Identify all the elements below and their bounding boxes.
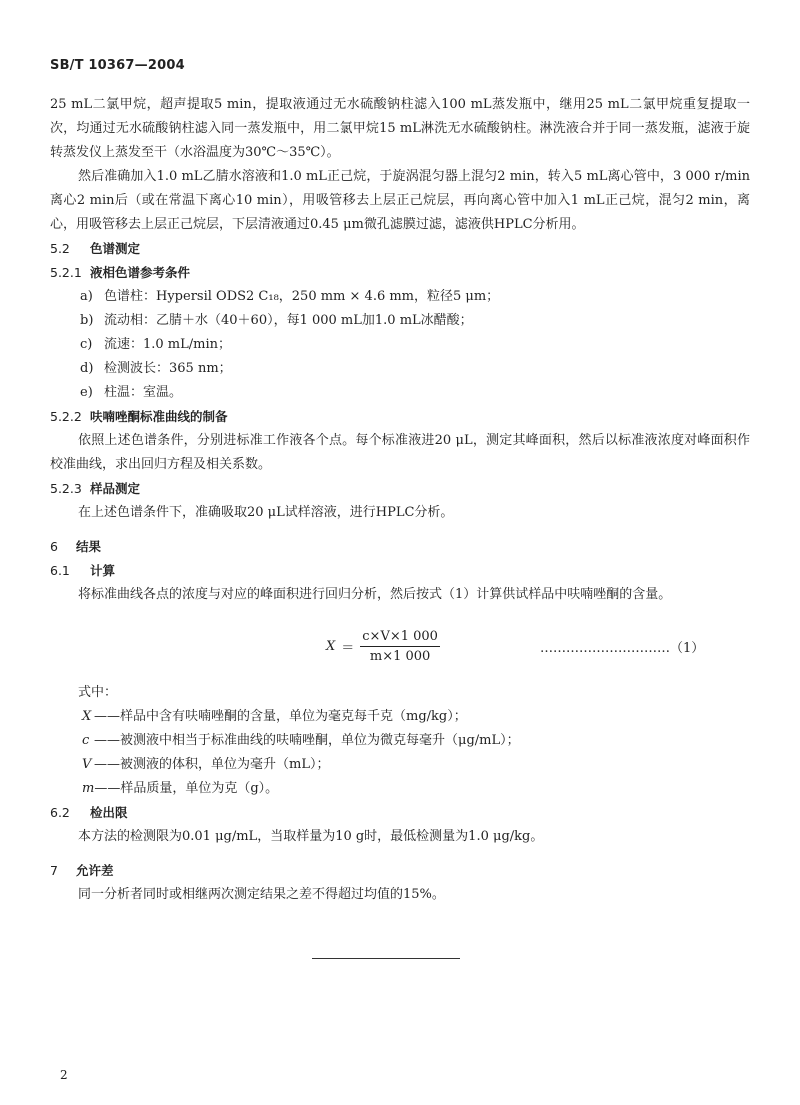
formula-fraction — [360, 629, 440, 664]
section-title: 允许差 — [76, 863, 114, 878]
section-6-1-heading — [50, 559, 750, 583]
list-marker: e) — [80, 385, 93, 400]
condition-list — [50, 285, 750, 405]
section-title: 液相色谱参考条件 — [90, 265, 191, 280]
equation-number: …………………………（1） — [540, 641, 705, 656]
section-7-heading — [50, 859, 750, 883]
end-rule — [312, 958, 460, 959]
section-title: 检出限 — [90, 805, 128, 820]
list-marker: b) — [80, 313, 94, 328]
list-text: 色谱柱：Hypersil ODS2 C₁₈，250 mm × 4.6 mm，粒径5 μm； — [104, 289, 500, 304]
variable-text: ——样品质量，单位为克（g）。 — [94, 781, 279, 796]
section-5-2-2-heading — [50, 405, 750, 429]
list-marker: a) — [80, 289, 93, 304]
list-item — [50, 333, 750, 357]
variable-symbol: c — [82, 733, 90, 748]
variable-symbol: V — [82, 757, 92, 772]
section-number: 6.2 — [50, 805, 70, 820]
page-number: 2 — [60, 1068, 68, 1082]
paragraph-standard-curve: 依照上述色谱条件，分别进标准工作液各个点。每个标准液进20 μL，测定其峰面积，然后以标准液浓度对峰面积作校准曲线，求出回归方程及相关系数。 — [50, 433, 750, 472]
variable-list — [50, 705, 750, 801]
paragraph-detection-limit: 本方法的检测限为0.01 μg/mL，当取样量为10 g时，最低检测量为1.0 μg/kg。 — [78, 829, 544, 844]
paragraph-extraction: 25 mL二氯甲烷，超声提取5 min，提取液通过无水硫酸钠柱滤入100 mL蒸发瓶中，继用25 mL二氯甲烷重复提取一次，均通过无水硫酸钠柱滤入同一蒸发瓶中，用二氯甲烷15 mL淋洗无水硫酸钠柱。淋洗液合并于同一蒸发瓶，滤液于旋转蒸发仪上蒸发至干（水浴温度为30℃～35℃）。 — [50, 97, 750, 160]
section-number: 6 — [50, 539, 58, 554]
section-number: 5.2.3 — [50, 481, 82, 496]
variable-symbol: X — [82, 709, 92, 724]
variable-definition — [50, 777, 750, 801]
paragraph-tolerance: 同一分析者同时或相继两次测定结果之差不得超过均值的15%。 — [78, 887, 445, 902]
section-number: 5.2 — [50, 241, 70, 256]
section-title: 结果 — [76, 539, 102, 554]
where-label: 式中： — [78, 685, 118, 700]
section-number: 5.2.1 — [50, 265, 82, 280]
variable-definition — [50, 753, 750, 777]
paragraph-calculation: 将标准曲线各点的浓度与对应的峰面积进行回归分析，然后按式（1）计算供试样品中呋喃唑酮的含量。 — [78, 587, 672, 602]
formula-block — [50, 621, 750, 671]
formula-denominator: m×1 000 — [369, 649, 431, 664]
section-title: 色谱测定 — [90, 241, 141, 256]
list-text: 柱温：室温。 — [104, 385, 183, 400]
section-6-heading — [50, 535, 750, 559]
list-text: 流动相：乙腈＋水（40＋60），每1 000 mL加1.0 mL冰醋酸； — [104, 313, 473, 328]
formula-numerator: c×V×1 000 — [360, 629, 440, 647]
variable-definition — [50, 729, 750, 753]
list-marker: d) — [80, 361, 94, 376]
section-title: 样品测定 — [90, 481, 141, 496]
list-item — [50, 357, 750, 381]
variable-symbol: m — [82, 781, 95, 796]
formula — [326, 629, 440, 664]
section-5-2-1-heading — [50, 261, 750, 285]
formula-lhs: X — [326, 639, 336, 654]
section-title: 计算 — [90, 563, 116, 578]
section-6-2-heading — [50, 801, 750, 825]
standard-code: SB/T 10367—2004 — [50, 58, 185, 73]
document-body — [50, 93, 750, 907]
formula-equals: ＝ — [341, 641, 355, 656]
section-5-2-3-heading — [50, 477, 750, 501]
variable-text: ——样品中含有呋喃唑酮的含量，单位为毫克每千克（mg/kg）； — [94, 709, 467, 724]
list-text: 检测波长：365 nm； — [104, 361, 232, 376]
section-5-2-heading — [50, 237, 750, 261]
section-number: 7 — [50, 863, 58, 878]
list-marker: c) — [80, 337, 93, 352]
list-text: 流速：1.0 mL/min； — [104, 337, 232, 352]
section-number: 6.1 — [50, 563, 70, 578]
list-item — [50, 285, 750, 309]
section-number: 5.2.2 — [50, 409, 82, 424]
list-item — [50, 309, 750, 333]
paragraph-cleanup: 然后准确加入1.0 mL乙腈水溶液和1.0 mL正己烷，于旋涡混匀器上混匀2 min，转入5 mL离心管中，3 000 r/min离心2 min后（或在常温下离心10 min），用吸管移去上层正己烷层，再向离心管中加入1 mL正己烷，混匀2 min，离心，用吸管移去上层正己烷层，下层清液通过0.45 μm微孔滤膜过滤，滤液供HPLC分析用。 — [50, 169, 750, 232]
variable-text: ——被测液中相当于标准曲线的呋喃唑酮，单位为微克每毫升（μg/mL）； — [94, 733, 520, 748]
variable-definition — [50, 705, 750, 729]
list-item — [50, 381, 750, 405]
section-title: 呋喃唑酮标准曲线的制备 — [90, 409, 228, 424]
paragraph-sample-measurement: 在上述色谱条件下，准确吸取20 μL试样溶液，进行HPLC分析。 — [78, 505, 454, 520]
variable-text: ——被测液的体积，单位为毫升（mL）； — [94, 757, 330, 772]
